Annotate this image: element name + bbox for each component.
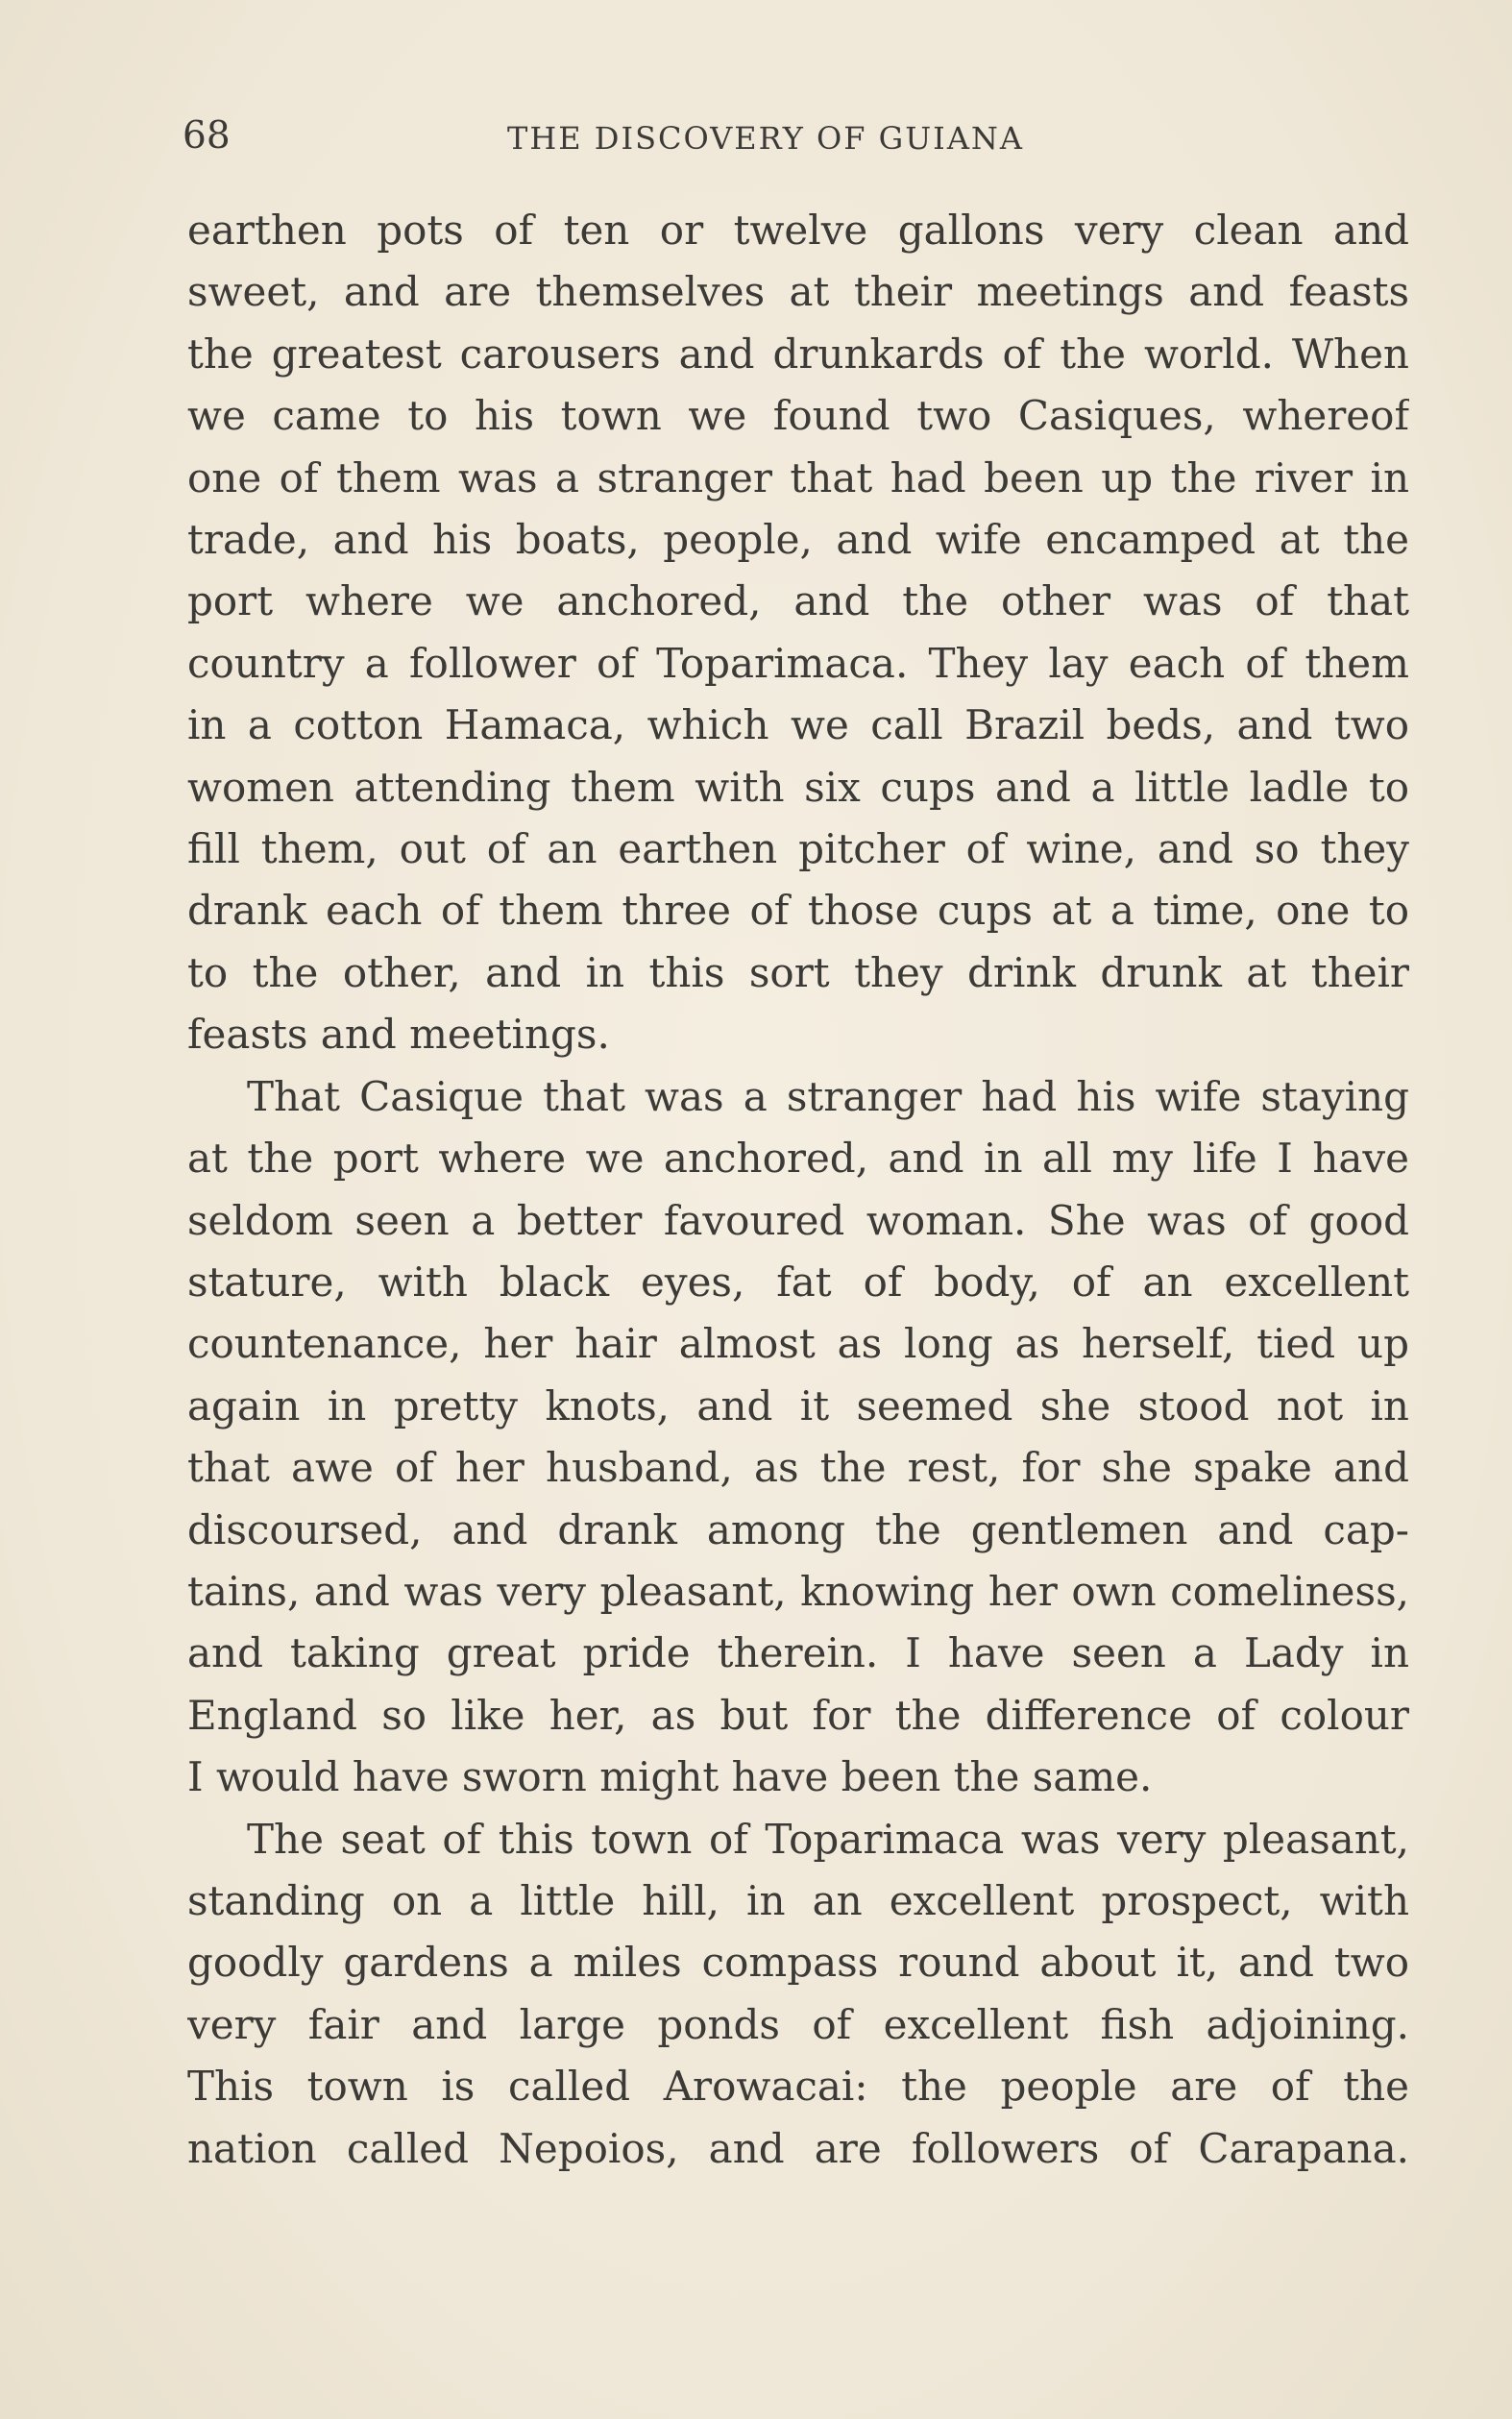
- paragraph-1: [187, 200, 1409, 1066]
- text-line: that awe of her husband, as the rest, for she spake and: [187, 1444, 1409, 1492]
- text-line: port where we anchored, and the other was of that: [187, 577, 1409, 625]
- text-line: The seat of this town of Toparimaca was very pleasant,: [247, 1815, 1409, 1863]
- text-line: fill them, out of an earthen pitcher of wine, and so they: [187, 825, 1409, 873]
- paragraph-3: [187, 1809, 1409, 2180]
- text-line: stature, with black eyes, fat of body, of an excellent: [187, 1258, 1409, 1306]
- text-line: at the port where we anchored, and in all my life I have: [187, 1135, 1409, 1183]
- text-line: very fair and large ponds of excellent fish adjoining.: [187, 2000, 1409, 2048]
- text-line: and taking great pride therein. I have seen a Lady in: [187, 1629, 1409, 1677]
- text-line: the greatest carousers and drunkards of the world. When: [187, 330, 1409, 378]
- text-line: That Casique that was a stranger had his wife staying: [247, 1072, 1409, 1120]
- text-line: discoursed, and drank among the gentlemen and cap-: [187, 1505, 1409, 1553]
- text-line: seldom seen a better favoured woman. She was of good: [187, 1196, 1409, 1244]
- text-line: I would have sworn might have been the same.: [187, 1753, 1153, 1801]
- text-line: again in pretty knots, and it seemed she stood not in: [187, 1381, 1409, 1429]
- text-line: goodly gardens a miles compass round about it, and two: [187, 1939, 1409, 1987]
- body-text: [187, 200, 1409, 2180]
- text-line: countenance, her hair almost as long as herself, tied up: [187, 1320, 1409, 1368]
- paragraph-2: [187, 1066, 1409, 1809]
- text-line: country a follower of Toparimaca. They lay each of them: [187, 639, 1409, 687]
- text-line: England so like her, as but for the difference of colour: [187, 1691, 1409, 1739]
- text-line: tains, and was very pleasant, knowing her own comeliness,: [187, 1567, 1409, 1615]
- running-title: THE DISCOVERY OF GUIANA: [507, 120, 1025, 157]
- text-line: one of them was a stranger that had been up the river in: [187, 453, 1409, 501]
- text-line: standing on a little hill, in an excellent prospect, with: [187, 1876, 1409, 1924]
- text-line: This town is called Arowacai: the people are of the: [187, 2063, 1409, 2111]
- running-head: [183, 111, 1422, 169]
- text-line: trade, and his boats, people, and wife encamped at the: [187, 516, 1409, 564]
- text-line: nation called Nepoios, and are followers of Carapana.: [187, 2124, 1409, 2172]
- text-line: women attending them with six cups and a little ladle to: [187, 763, 1409, 811]
- text-line: sweet, and are themselves at their meetings and feasts: [187, 268, 1409, 316]
- text-line: earthen pots of ten or twelve gallons very clean and: [187, 207, 1409, 254]
- page-number: 68: [183, 114, 231, 158]
- text-line: we came to his town we found two Casiques, whereof: [187, 392, 1409, 440]
- text-line: to the other, and in this sort they drink drunk at their: [187, 948, 1409, 996]
- text-line: in a cotton Hamaca, which we call Brazil beds, and two: [187, 701, 1409, 749]
- text-line: feasts and meetings.: [187, 1011, 610, 1059]
- text-line: drank each of them three of those cups at a time, one to: [187, 887, 1409, 935]
